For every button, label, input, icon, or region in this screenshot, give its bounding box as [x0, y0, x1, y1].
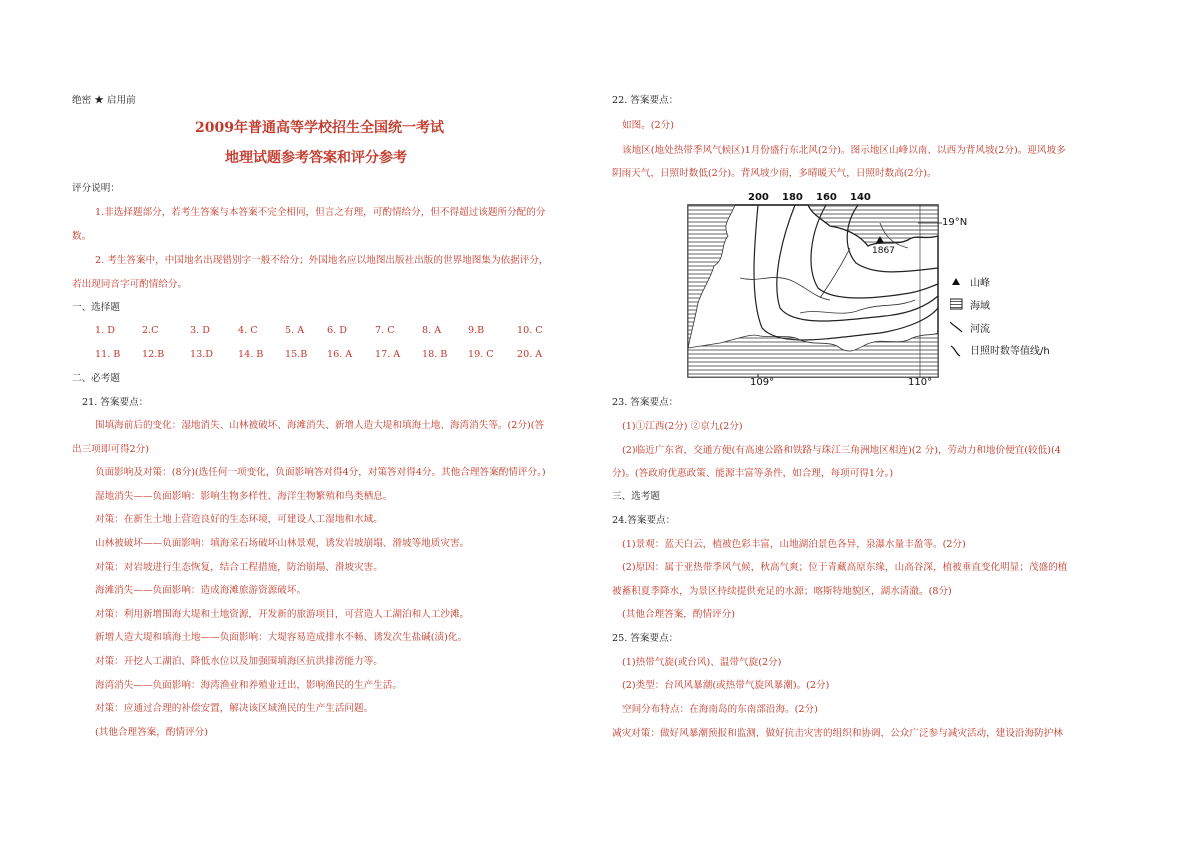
eval-heading: 评分说明： — [72, 183, 120, 194]
peak-elevation: 1867 — [872, 246, 895, 256]
answer-item: 1. D — [95, 325, 115, 336]
q21-paragraph: 对策：开挖人工湖泊、降低水位以及加强围填海区抗洪排涝能力等。 — [95, 656, 383, 667]
q21-paragraph: 对策：对岩坡进行生态恢复，结合工程措施，防治崩塌、滑坡灾害。 — [95, 562, 383, 573]
answer-item: 19. C — [468, 349, 494, 360]
q21-paragraph: (其他合理答案，酌情评分) — [95, 727, 209, 738]
q25-paragraph: (2)类型：台风风暴潮(或热带气旋风暴潮)。(2分) — [622, 680, 830, 691]
answer-item: 18. B — [422, 349, 448, 360]
eval-note-1: 1.非选择题部分，若考生答案与本答案不完全相同，但言之有理，可酌情给分，但不得超过该题所分配的分 — [95, 207, 546, 218]
answer-item: 4. C — [238, 325, 258, 336]
answer-item: 20. A — [517, 349, 543, 360]
legend-peak-icon — [952, 278, 960, 285]
q21-paragraph: 海湾消失——负面影响：海湾渔业和养殖业迁出，影响渔民的生产生活。 — [95, 680, 402, 691]
answer-item: 10. C — [517, 325, 543, 336]
q21-paragraph: 新增人造大堤和填海土地——负面影响：大堤容易造成排水不畅、诱发次生盐碱(渍)化。 — [95, 632, 468, 643]
answer-item: 7. C — [375, 325, 395, 336]
q23-paragraph: (1)①江西(2分) ②京九(2分) — [622, 421, 743, 432]
answer-item: 12.B — [142, 349, 165, 360]
page-subtitle: 地理试题参考答案和评分参考 — [225, 150, 407, 166]
q21-paragraph: 出三项即可得2分) — [72, 444, 150, 455]
q24-paragraph: 被蓄积夏季降水，为景区持续提供充足的水源；喀斯特地貌区，湖水清澈。(8分) — [612, 586, 952, 597]
q21-heading: 21. 答案要点： — [82, 397, 149, 408]
contour-label: 140 — [850, 192, 871, 203]
q21-paragraph: 负面影响及对策：(8分)(选任何一项变化，负面影响答对得4分，对策答对得4分。其他合理答案酌情评分。) — [95, 467, 546, 478]
q22-paragraph: 该地区(地处热带季风气候区)1月份盛行东北风(2分)。图示地区山峰以南、以西为背风坡(2分)。迎风坡多 — [622, 145, 1066, 156]
longitude-label: 110° — [908, 377, 933, 388]
eval-note-2: 2. 考生答案中，中国地名出现错别字一般不给分；外国地名应以地图出版社出版的世界地图集为依据评分， — [95, 255, 549, 266]
q21-paragraph: 对策：在新生土地上营造良好的生态环境，可建设人工湿地和水域。 — [95, 514, 383, 525]
section-required: 二、必考题 — [72, 373, 120, 384]
q24-paragraph: (其他合理答案，酌情评分) — [622, 609, 736, 620]
legend-label: 河流 — [970, 324, 990, 335]
q24-paragraph: (2)原因：属于亚热带季风气候，秋高气爽；位于青藏高原东缘，山高谷深，植被垂直变化明显；茂盛的植 — [622, 562, 1068, 573]
answer-item: 3. D — [190, 325, 210, 336]
section-elective: 三、选考题 — [612, 491, 660, 502]
legend-label: 山峰 — [970, 278, 990, 289]
answer-item: 6. D — [327, 325, 347, 336]
answer-item: 8. A — [422, 325, 442, 336]
q21-paragraph: 海滩消失——负面影响：造成海滩旅游资源破坏。 — [95, 585, 307, 596]
q23-heading: 23. 答案要点： — [612, 397, 679, 408]
q25-heading: 25. 答案要点： — [612, 633, 679, 644]
answer-item: 17. A — [375, 349, 401, 360]
q22-heading: 22. 答案要点： — [612, 95, 679, 106]
legend-sea-icon — [950, 299, 962, 309]
q21-paragraph: 湿地消失——负面影响：影响生物多样性、海洋生物繁殖和鸟类栖息。 — [95, 491, 393, 502]
q25-paragraph: 空间分布特点：在海南岛的东南部沿海。(2分) — [622, 704, 818, 715]
longitude-label: 109° — [750, 377, 775, 388]
contour-label: 160 — [816, 192, 837, 203]
confidential-mark: 绝密 ★ 启用前 — [72, 95, 136, 106]
q21-paragraph: 对策：应通过合理的补偿安置，解决该区域渔民的生产生活问题。 — [95, 703, 374, 714]
answer-item: 9.B — [468, 325, 485, 336]
eval-note-2-cont: 若出现同音字可酌情给分。 — [72, 279, 188, 290]
eval-note-1-cont: 数。 — [72, 231, 92, 242]
answer-item: 15.B — [285, 349, 308, 360]
q22-paragraph: 如图。(2分) — [622, 120, 674, 131]
legend-label: 海域 — [970, 301, 990, 312]
section-choice: 一、选择题 — [72, 302, 120, 313]
q24-paragraph: (1)景观：蓝天白云，植被色彩丰富，山地湖泊景色各异，泉瀑水量丰盈等。(2分) — [622, 539, 966, 550]
answer-item: 5. A — [285, 325, 305, 336]
q23-paragraph: (2)临近广东省，交通方便(有高速公路和铁路与珠江三角洲地区相连)(2 分)，劳动力和地价便宜(较低)(4 — [622, 445, 1061, 456]
q21-paragraph: 围填海前后的变化：湿地消失、山林被破坏、海滩消失、新增人造大堤和填海土地、海湾消失等。(2分)(答 — [95, 420, 545, 431]
answer-item: 14. B — [238, 349, 264, 360]
legend-label: 日照时数等值线/h — [970, 346, 1050, 357]
answer-item: 2.C — [142, 325, 159, 336]
sunshine-map-figure — [680, 188, 990, 388]
q25-paragraph: 减灾对策：做好风暴潮预报和监测，做好抗击灾害的组织和协调，公众广泛参与减灾活动，建设沿海防护林 — [612, 728, 1063, 739]
q23-paragraph: 分)。(答政府优惠政策、能源丰富等条件，如合理，每项可得1分。) — [612, 468, 894, 479]
q22-paragraph: 阴雨天气，日照时数低(2分)。背风坡少雨，多晴暖天气，日照时数高(2分)。 — [612, 168, 937, 179]
legend-isoline-icon — [951, 346, 960, 356]
latitude-label: 19°N — [942, 217, 968, 228]
page-title: 2009年普通高等学校招生全国统一考试 — [195, 120, 444, 136]
map-legend — [950, 270, 1080, 365]
q25-paragraph: (1)热带气旋(或台风)、温带气旋(2分) — [622, 657, 782, 668]
q24-heading: 24.答案要点： — [612, 515, 676, 526]
answer-item: 13.D — [190, 349, 213, 360]
q21-paragraph: 山林被破坏——负面影响：填海采石场破坏山林景观，诱发岩坡崩塌、滑坡等地质灾害。 — [95, 538, 470, 549]
answer-item: 16. A — [327, 349, 353, 360]
legend-river-icon — [950, 322, 962, 332]
contour-label: 200 — [748, 192, 769, 203]
q21-paragraph: 对策：利用新增围海大堤和土地资源，开发新的旅游项目，可营造人工湖泊和人工沙滩。 — [95, 609, 470, 620]
answer-item: 11. B — [95, 349, 121, 360]
contour-label: 180 — [782, 192, 803, 203]
